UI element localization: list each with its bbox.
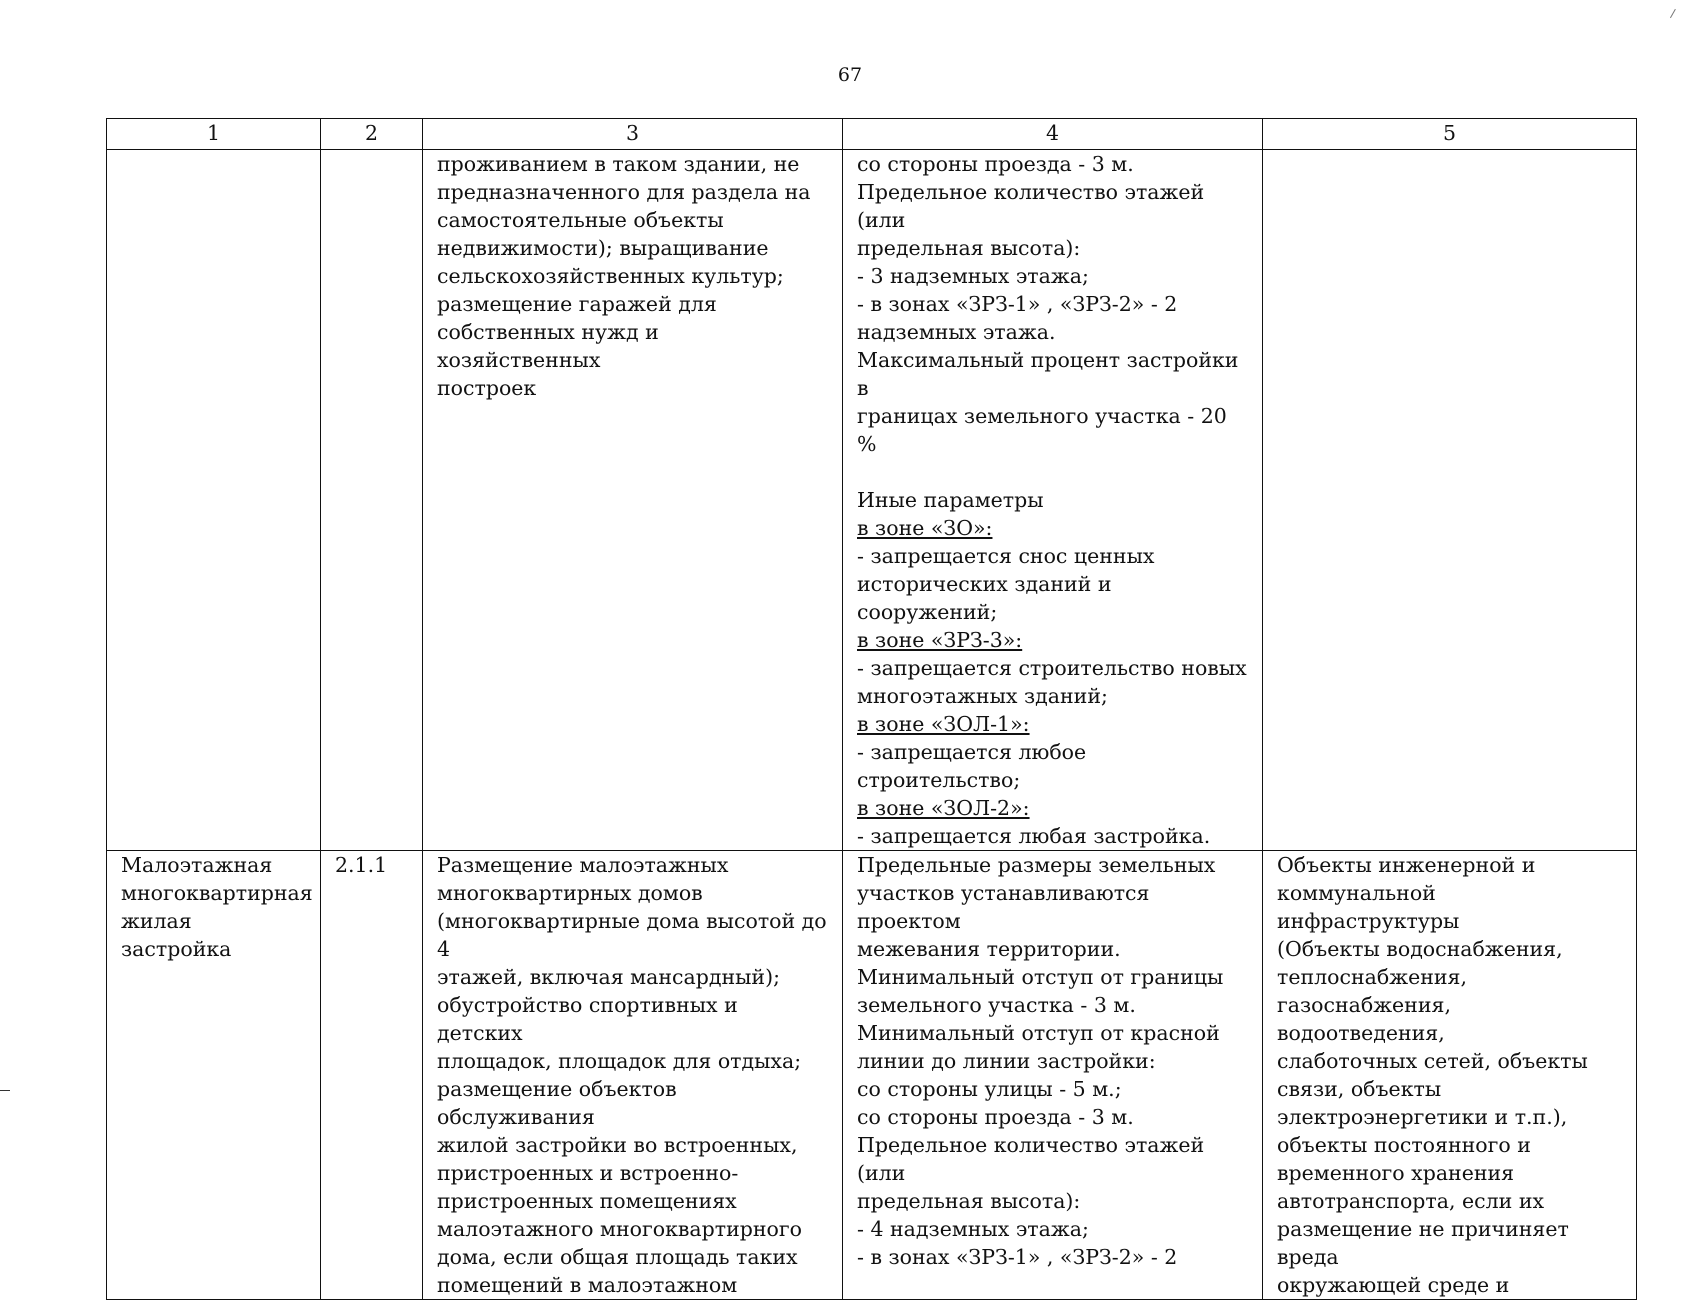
- text-line: Минимальный отступ от красной: [857, 1021, 1220, 1045]
- cell-r1-c5: [1263, 150, 1637, 851]
- text-line: надземных этажа.: [857, 320, 1056, 344]
- text-line: временного хранения: [1277, 1161, 1515, 1185]
- text-line: земельного участка - 3 м.: [857, 993, 1136, 1017]
- cell-r2-c1: [107, 851, 321, 1300]
- text-line: автотранспорта, если их: [1277, 1189, 1545, 1213]
- cell-r1-c2: [321, 150, 423, 851]
- text-line: проживанием в таком здании, не: [437, 152, 800, 176]
- text-line: - запрещается любое строительство;: [857, 740, 1087, 792]
- text-line: дома, если общая площадь таких: [437, 1245, 798, 1269]
- margin-mark: [0, 1090, 10, 1091]
- cell-r2-c4: [843, 851, 1263, 1300]
- zone-heading-zo: в зоне «ЗО»:: [857, 516, 993, 540]
- text-line: - в зонах «ЗРЗ-1» , «ЗРЗ-2» - 2: [857, 292, 1178, 316]
- text-line: связи, объекты: [1277, 1077, 1442, 1101]
- text-line: пристроенных помещениях: [437, 1189, 737, 1213]
- header-col-5: 5: [1263, 119, 1637, 150]
- header-col-4: 4: [843, 119, 1263, 150]
- text-line: участков устанавливаются проектом: [857, 881, 1150, 933]
- cell-r1-c3: [423, 150, 843, 851]
- text-line: со стороны проезда - 3 м.: [857, 152, 1134, 176]
- text-line: помещений в малоэтажном: [437, 1273, 738, 1297]
- text-line: Размещение малоэтажных: [437, 853, 729, 877]
- text-line: Малоэтажная: [121, 853, 273, 877]
- text-line: линии до линии застройки:: [857, 1049, 1156, 1073]
- text-line: размещение объектов обслуживания: [437, 1077, 677, 1129]
- cell-r1-c1: [107, 150, 321, 851]
- text-line: многоквартирная: [121, 881, 313, 905]
- zone-heading-zrz3: в зоне «ЗРЗ-3»:: [857, 628, 1023, 652]
- header-col-2: 2: [321, 119, 423, 150]
- text-line: межевания территории.: [857, 937, 1121, 961]
- text-line: многоквартирных домов: [437, 881, 703, 905]
- text-line: жилой застройки во встроенных,: [437, 1133, 798, 1157]
- text-line: со стороны проезда - 3 м.: [857, 1105, 1134, 1129]
- cell-r1-c4: [843, 150, 1263, 851]
- text-line: собственных нужд и хозяйственных: [437, 320, 659, 372]
- spacer: [857, 458, 1248, 486]
- text-line: электроэнергетики и т.п.),: [1277, 1105, 1568, 1129]
- text-line: размещение не причиняет вреда: [1277, 1217, 1569, 1269]
- text-line: предельная высота):: [857, 236, 1081, 260]
- text-line: построек: [437, 376, 537, 400]
- header-col-3: 3: [423, 119, 843, 150]
- text-line: обустройство спортивных и детских: [437, 993, 738, 1045]
- text-line: границах земельного участка - 20 %: [857, 404, 1227, 456]
- text-line: (многоквартирные дома высотой до 4: [437, 909, 827, 961]
- text-line: недвижимости); выращивание: [437, 236, 769, 260]
- text-line: коммунальной инфраструктуры: [1277, 881, 1460, 933]
- other-params-title: Иные параметры: [857, 488, 1044, 512]
- text-line: - запрещается снос ценных: [857, 544, 1155, 568]
- text-line: Максимальный процент застройки в: [857, 348, 1239, 400]
- zoning-table: [106, 118, 1637, 1300]
- text-line: - 4 надземных этажа;: [857, 1217, 1089, 1241]
- text-line: пристроенных и встроенно-: [437, 1161, 739, 1185]
- text-line: Объекты инженерной и: [1277, 853, 1536, 877]
- text-line: многоэтажных зданий;: [857, 684, 1108, 708]
- text-line: - в зонах «ЗРЗ-1» , «ЗРЗ-2» - 2: [857, 1245, 1178, 1269]
- text-line: - 3 надземных этажа;: [857, 264, 1089, 288]
- cell-r2-c5: [1263, 851, 1637, 1300]
- header-col-1: 1: [107, 119, 321, 150]
- text-line: слаботочных сетей, объекты: [1277, 1049, 1588, 1073]
- table-row: [107, 150, 1637, 851]
- text-line: окружающей среде и: [1277, 1273, 1510, 1297]
- cell-r2-c3: [423, 851, 843, 1300]
- text-line: объекты постоянного и: [1277, 1133, 1531, 1157]
- text-line: - запрещается строительство новых: [857, 656, 1247, 680]
- text-line: предназначенного для раздела на: [437, 180, 811, 204]
- text-line: малоэтажного многоквартирного: [437, 1217, 802, 1241]
- text-line: Предельное количество этажей (или: [857, 180, 1205, 232]
- text-line: Минимальный отступ от границы: [857, 965, 1224, 989]
- text-line: Предельное количество этажей (или: [857, 1133, 1205, 1185]
- text-line: размещение гаражей для: [437, 292, 717, 316]
- scan-mark: [1670, 9, 1681, 21]
- text-line: Предельные размеры земельных: [857, 853, 1216, 877]
- table-row: [107, 851, 1637, 1300]
- page-number: 67: [837, 64, 863, 86]
- zone-heading-zol1: в зоне «ЗОЛ-1»:: [857, 712, 1030, 736]
- header-row: [107, 119, 1637, 150]
- text-line: со стороны улицы - 5 м.;: [857, 1077, 1122, 1101]
- zone-heading-zol2: в зоне «ЗОЛ-2»:: [857, 796, 1030, 820]
- text-line: предельная высота):: [857, 1189, 1081, 1213]
- text-line: площадок, площадок для отдыха;: [437, 1049, 802, 1073]
- text-line: самостоятельные объекты: [437, 208, 724, 232]
- text-line: (Объекты водоснабжения,: [1277, 937, 1563, 961]
- cell-r2-c2: 2.1.1: [321, 851, 423, 1300]
- text-line: - запрещается любая застройка.: [857, 824, 1211, 848]
- text-line: теплоснабжения,: [1277, 965, 1467, 989]
- text-line: газоснабжения, водоотведения,: [1277, 993, 1451, 1045]
- text-line: исторических зданий и сооружений;: [857, 572, 1112, 624]
- text-line: сельскохозяйственных культур;: [437, 264, 784, 288]
- text-line: жилая застройка: [121, 909, 232, 961]
- text-line: этажей, включая мансардный);: [437, 965, 781, 989]
